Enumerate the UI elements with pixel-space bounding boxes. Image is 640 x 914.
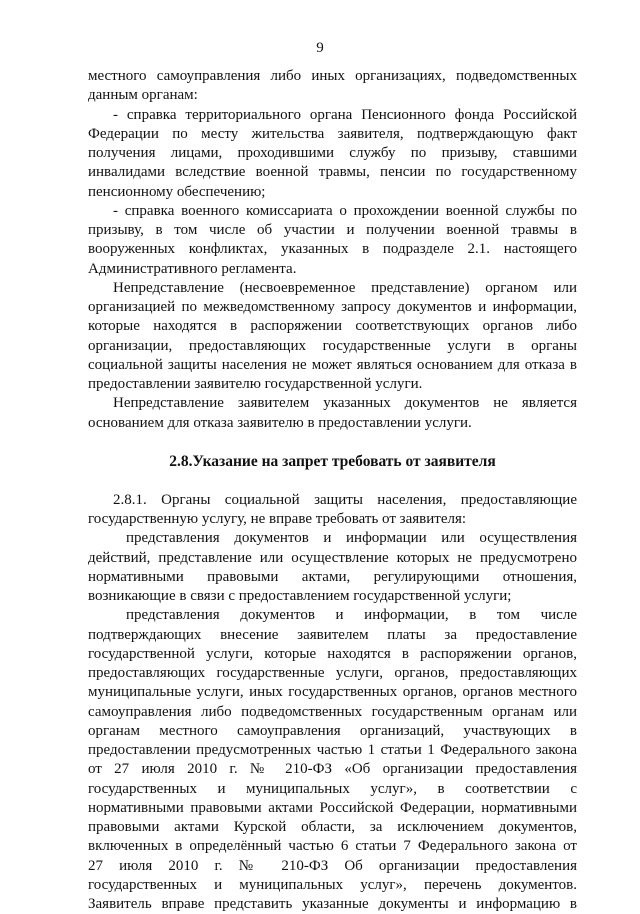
text-line: предоставляющих государственные услуги, органов, предоставляющих [88,665,577,681]
text-line: вооруженных конфликтах, указанных в подразделе 2.1. настоящего [88,241,577,258]
text-line: - справка военного комиссариата о прохождении военной службы по [113,202,577,219]
text-line: Непредставление заявителем указанных документов не является [113,395,577,412]
text-line: самоуправления либо подведомственных государственным органам или [88,703,577,720]
text-line: подтверждающих внесение заявителем платы за предоставление [88,626,577,643]
text-line: данным органам: [88,87,198,104]
text-line: государственных и муниципальных услуг», в соответствии с [88,780,577,797]
text-line: организацией по межведомственному запросу документов и информации, [88,299,577,315]
text-line: социальной защиты населения не может являться основанием для отказа в [88,356,577,373]
text-line: органам местного самоуправления организаций, участвующих в [88,722,577,739]
document-body [88,67,577,914]
section-heading: 2.8.Указание на запрет требовать от заявителя [169,452,496,470]
text-line: государственную услугу, не вправе требовать от заявителя: [88,511,467,527]
text-line: государственных и муниципальных услуг», перечень документов. [88,876,577,893]
text-line: представления документов и информации или осуществления [126,530,577,547]
text-line: - справка территориального органа Пенсионного фонда Российской [113,106,577,123]
text-line: действий, представление или осуществление которых не предусмотрено [88,549,577,566]
text-line: от 27 июля 2010 г. № 210-ФЗ «Об организации предоставления [88,761,577,778]
text-line: пенсионному обеспечению; [88,183,266,200]
text-line: Федерации по месту жительства заявителя, подтверждающую факт [88,125,577,142]
text-line: которые находятся в распоряжении соответствующих органов либо [88,318,577,335]
text-line: основанием для отказа заявителю в предоставлении услуги. [88,414,472,431]
text-line: возникающие в связи с предоставлением государственной услуги; [88,588,512,604]
text-line: призыву, в том числе об участии и получении военной травмы в [88,222,577,238]
text-line: нормативными правовыми актами Российской Федерации, нормативными [88,799,577,816]
text-line: включенных в определённый частью 6 статьи 7 Федерального закона от [88,838,577,855]
text-line: 2.8.1. Органы социальной защиты населения, предоставляющие [113,491,577,508]
text-line: Заявитель вправе представить указанные документы и информацию в [88,896,577,912]
text-line: муниципальные услуги, иных государственных органов, органов местного [88,684,577,701]
text-line: представления документов и информации, в том числе [126,607,577,624]
text-line: местного самоуправления либо иных организациях, подведомственных [88,68,577,84]
text-line: предоставлении предусмотренных частью 1 статьи 1 Федерального закона [88,742,577,758]
text-line: правовыми актами Курской области, за исключением документов, [88,819,577,835]
text-line: 27 июля 2010 г. № 210-ФЗ Об организации предоставления [88,857,577,874]
text-line: получения лицами, проходившими службу по призыву, ставшими [88,145,577,161]
text-line: государственной услуги, которые находятся в распоряжении органов, [88,645,577,662]
text-line: Непредставление (несвоевременное представление) органом или [113,279,577,296]
text-line: организации, предоставляющих государственные услуги в органы [88,337,577,354]
text-line: предоставлении заявителю государственной услуги. [88,376,423,392]
text-line: инвалидами вследствие военной травмы, пенсии по государственному [88,164,577,181]
text-line: нормативными правовыми актами, регулирующими отношения, [88,568,577,585]
text-line: Административного регламента. [88,260,297,277]
page-number: 9 [316,40,324,56]
